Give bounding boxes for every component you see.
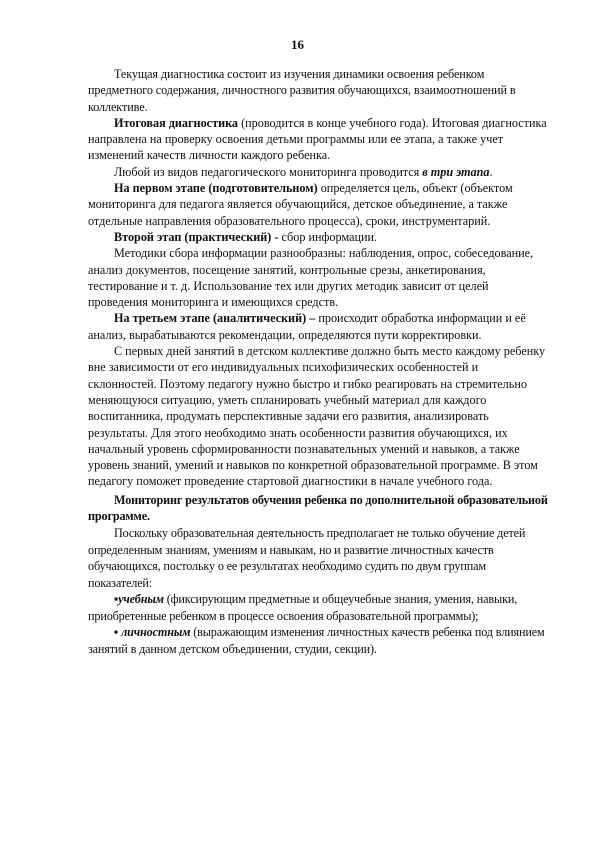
paragraph-final-diagnostics <box>88 115 548 164</box>
second-stage-text: сбор информации. <box>278 229 378 244</box>
bullet-item-personal <box>88 624 548 657</box>
section-heading: Мониторинг результатов обучения ребенка по дополнительной образовательной программе. <box>88 492 548 524</box>
bullet-personal-text: (выражающим изменения личностных качеств ребенка под влиянием занятий в данном детском объединении, студии, секции). <box>88 625 545 657</box>
page-number: 16 <box>291 37 304 52</box>
paragraph-third-stage <box>88 310 548 343</box>
final-diagnostics-term: Итоговая диагностика <box>114 115 239 130</box>
second-stage-term: Второй этап (практический) - <box>114 229 279 244</box>
first-stage-text: определяется цель, объект (объектом мониторинга для педагога является обучающийся, детское объединение, а также отдельные направления образовательного процесса), сроки, инструментарий. <box>88 181 513 228</box>
paragraph-second-stage <box>88 229 548 245</box>
bullet-item-academic <box>88 591 548 624</box>
bullet-academic-text: (фиксирующим предметные и общеучебные знания, умения, навыки, приобретенные ребенком в процессе освоения образовательной программы); <box>88 592 518 623</box>
bullet-marker: ▪ <box>114 625 119 640</box>
third-stage-term: На третьем этапе (аналитический) – <box>114 311 316 326</box>
paragraph-current-diagnostics: Текущая диагностика состоит из изучения динамики освоения ребенком предметного содержания, личностного развития обучающихся, взаимоотношений в коллективе. <box>88 67 516 114</box>
paragraph-three-stages <box>88 164 548 180</box>
paragraph-methods: Методики сбора информации разнообразны: наблюдения, опрос, собеседование, анализ документов, посещение занятий, контрольные срезы, анкетирования, тестирование и т. д. Использование тех или других методик зависит от целей проведения мониторинга и имеющихся средств. <box>88 246 534 310</box>
three-stages-emphasis: в три этапа <box>422 164 490 179</box>
monitoring-section <box>88 492 548 658</box>
paragraph-first-days: С первых дней занятий в детском коллективе должно быть место каждому ребенку вне зависимости от его индивидуальных психофизических особенностей и склонностей. Поэтому педагогу нужно быстро и гибко реагировать на стремительно меняющуюся ситуацию, уметь спланировать учебный материал для каждого воспитанника, продумать перспективные задачи его развития, анализировать результаты. Для этого необходимо знать особенности развития обучающихся, их начальный уровень сформированности познавательных умений и навыков, а также уровень знаний, умений и навыков по конкретной образовательной программе. В этом педагогу поможет проведение стартовой диагностики в начале учебного года. <box>88 344 546 489</box>
paragraph-first-stage <box>88 180 548 229</box>
body-text <box>88 66 548 658</box>
bullet-academic-term: учебным <box>118 592 164 607</box>
three-stages-text: Любой из видов педагогического мониторинга проводится <box>114 164 423 179</box>
third-stage-text: происходит обработка информации и её анализ, вырабатываются рекомендации, определяются пути корректировки. <box>88 311 526 342</box>
three-stages-end: . <box>489 164 493 179</box>
final-diagnostics-text: (проводится в конце учебного года). Итоговая диагностика направлена на проверку освоения детьми программы или ее этапа, а также учет изменений качеств личности каждого ребенка. <box>88 115 547 163</box>
bullet-personal-term: личностным <box>118 625 191 640</box>
bullet-marker: ▪ <box>114 592 119 607</box>
first-stage-term: На первом этапе (подготовительном) <box>114 181 318 196</box>
paragraph-indicators: Поскольку образовательная деятельность предполагает не только обучение детей определенным знаниям, умениям и навыкам, но и развитие личностных качеств обучающихся, постольку о ее результатах необходимо судить по двум группам показателей: <box>88 525 526 590</box>
